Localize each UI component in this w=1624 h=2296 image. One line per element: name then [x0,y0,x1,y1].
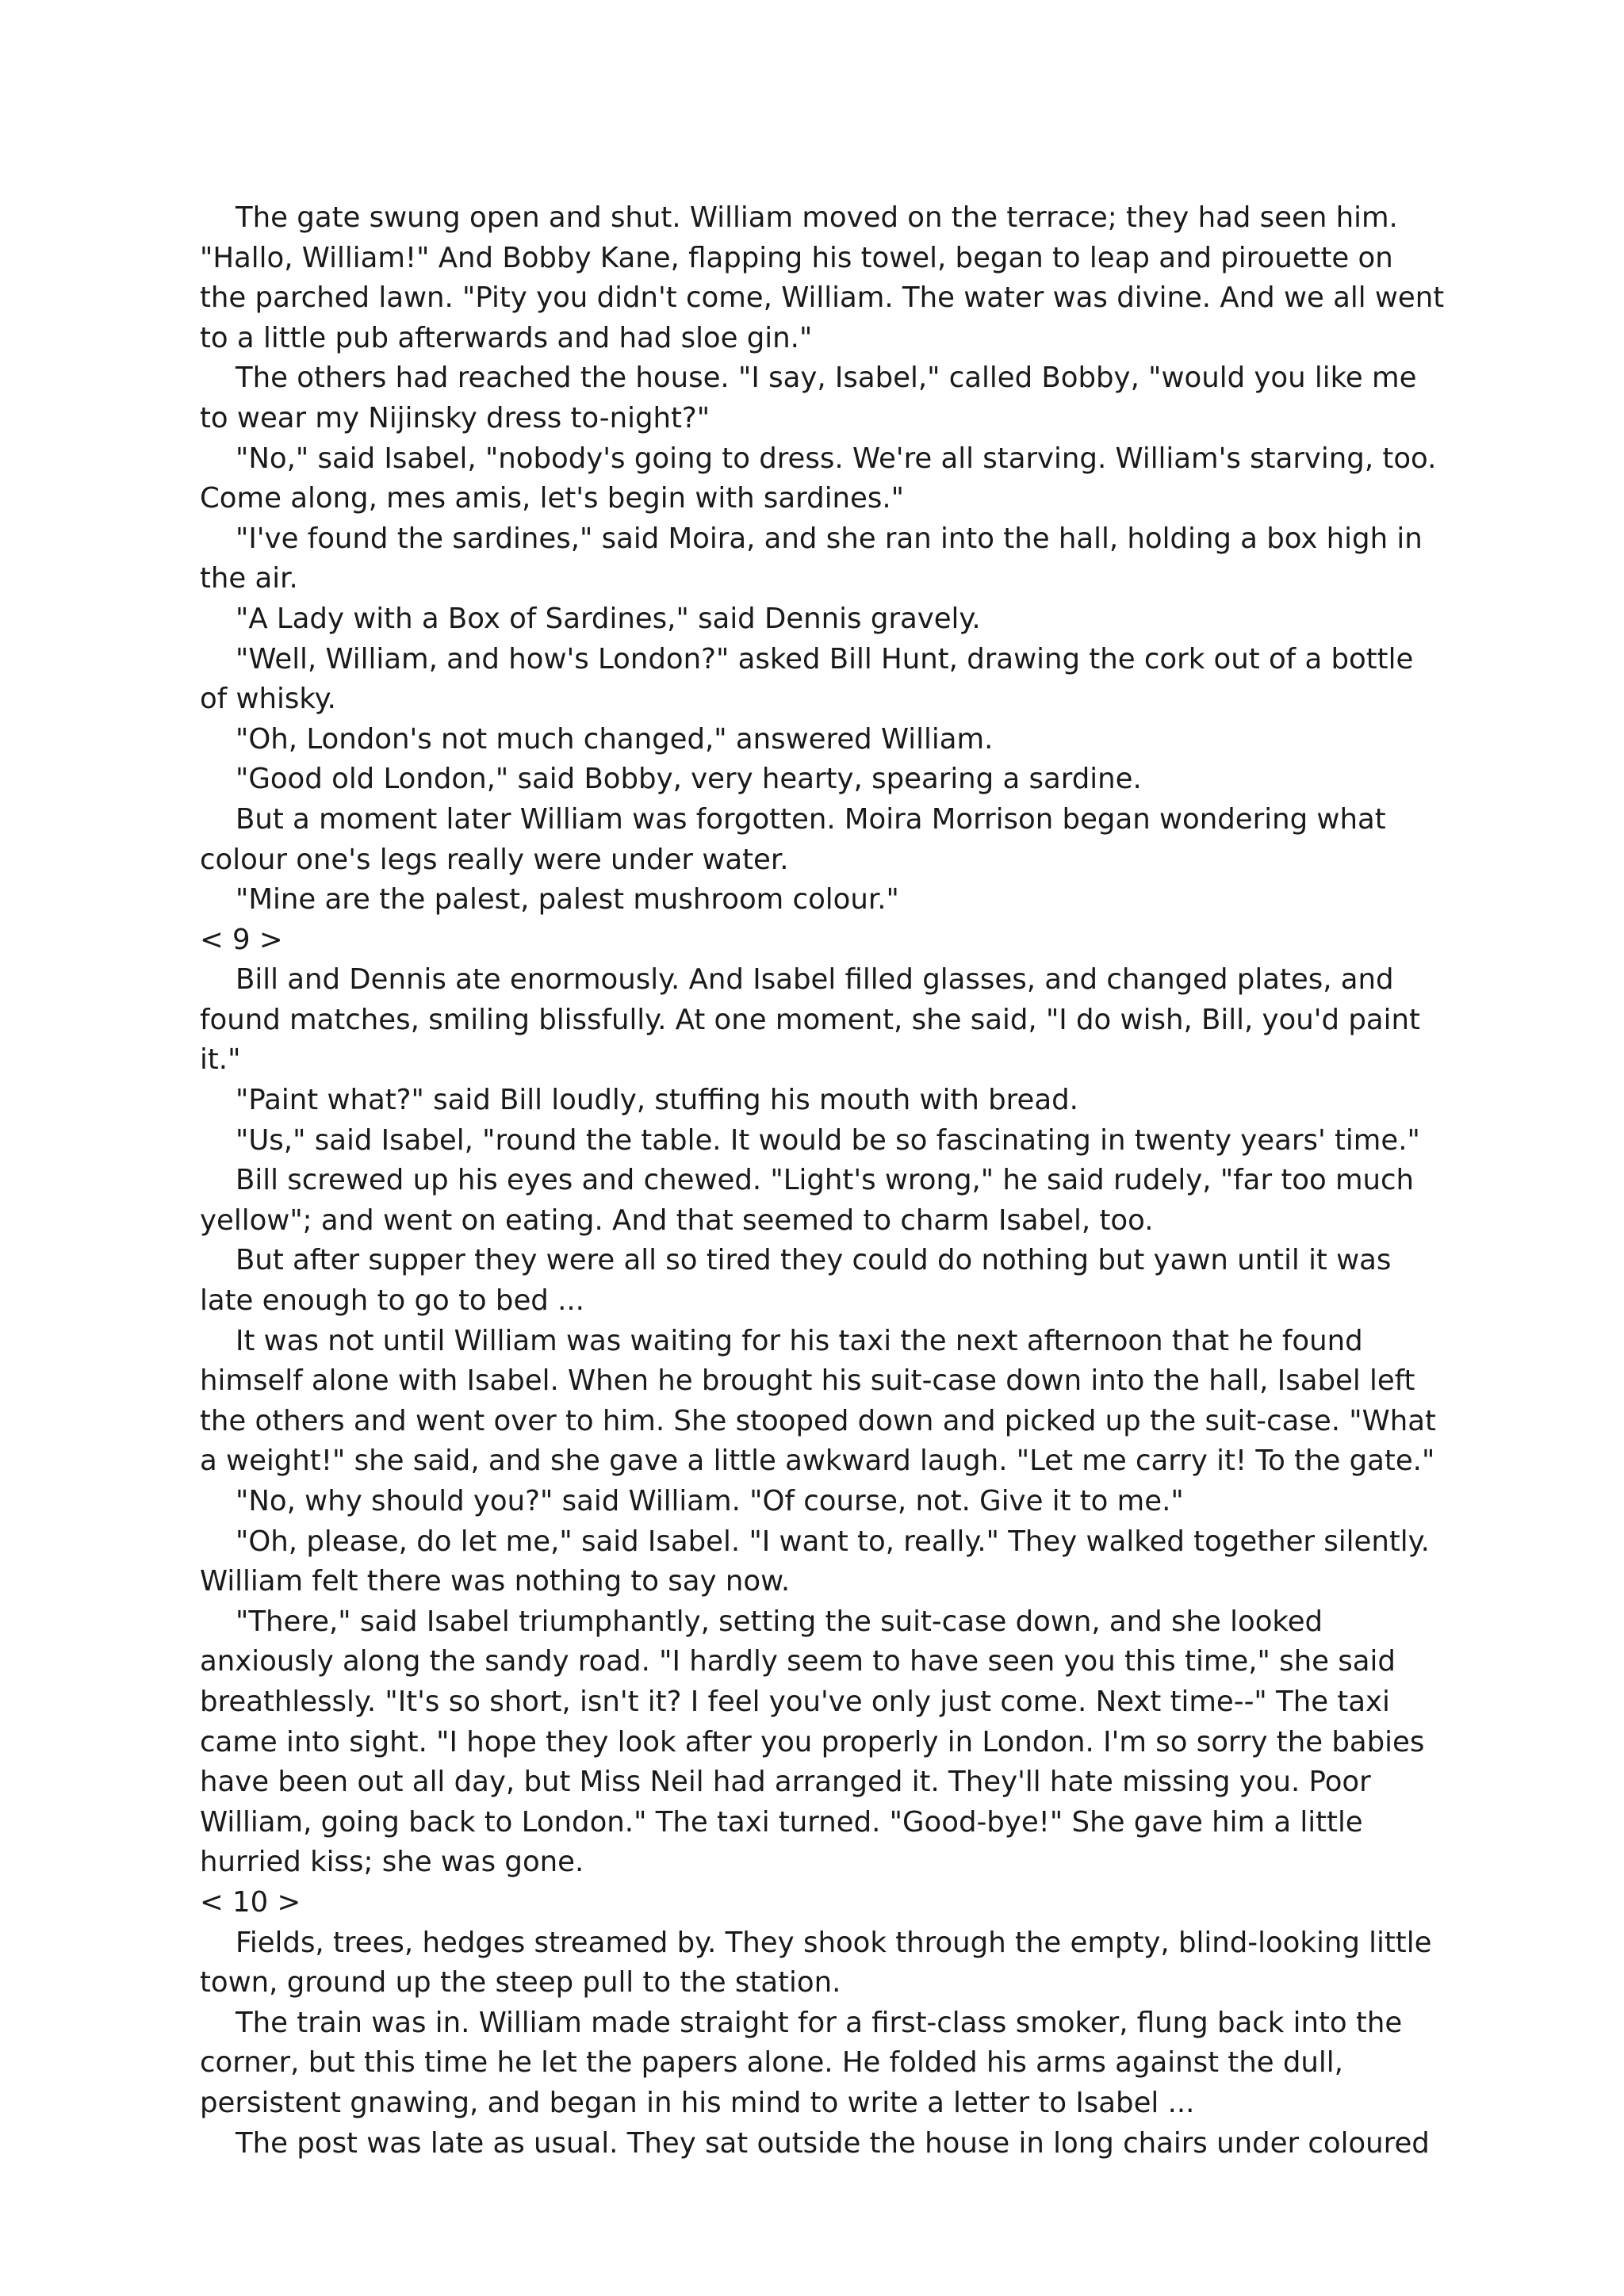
paragraph: "Good old London," said Bobby, very hearty, spearing a sardine. [236,763,1142,796]
paragraph: Bill screwed up his eyes and chewed. "Light's wrong," he said rudely, "far too much yellow"; and went on eating. And that seemed to charm Isabel, too. [200,1164,1415,1237]
paragraph: "Oh, please, do let me," said Isabel. "I want to, really." They walked together silently. William felt there was nothing to say now. [200,1525,1430,1598]
paragraph: "No," said Isabel, "nobody's going to dress. We're all starving. William's starving, too. Come along, mes amis, let's begin with sardines." [200,442,1437,515]
paragraph: The others had reached the house. "I say, Isabel," called Bobby, "would you like me to wear my Nijinsky dress to-night?" [200,362,1417,434]
paragraph: "I've found the sardines," said Moira, and she ran into the hall, holding a box high in the air. [200,522,1423,595]
paragraph: The post was late as usual. They sat outside the house in long chairs under coloured [236,2126,1430,2160]
paragraph: It was not until William was waiting for his taxi the next afternoon that he found himself alone with Isabel. When he brought his suit-case down into the hall, Isabel left the others and went over to him. She stooped down and picked up the suit-case. "What a weight!" she said, and she gave a little awkward laugh. "Let me carry it! To the gate." [200,1324,1436,1478]
paragraph: "Us," said Isabel, "round the table. It would be so fascinating in twenty years' time." [236,1123,1420,1157]
paragraph: "Oh, London's not much changed," answered William. [236,722,994,756]
paragraph: The train was in. William made straight for a first-class smoker, flung back into the corner, but this time he let the papers alone. He folded his arms against the dull, persistent gnawing, and began in his mind to write a letter to Isabel ... [200,2006,1403,2119]
paragraph: The gate swung open and shut. William moved on the terrace; they had seen him. "Hallo, William!" And Bobby Kane, flapping his towel, began to leap and pirouette on the parched lawn. "Pity you didn't come, William. The water was divine. And we all went to a little pub afterwards and had sloe gin." [200,201,1445,354]
paragraph: Bill and Dennis ate enormously. And Isabel filled glasses, and changed plates, and found matches, smiling blissfully. At one moment, she said, "I do wish, Bill, you'd paint it." [200,963,1420,1077]
paragraph: Fields, trees, hedges streamed by. They shook through the empty, blind-looking little town, ground up the steep pull to the station. [200,1926,1432,1999]
paragraph: But after supper they were all so tired they could do nothing but yawn until it was late enough to go to bed ... [200,1244,1392,1318]
paragraph: But a moment later William was forgotten. Moira Morrison began wondering what colour one's legs really were under water. [200,802,1386,876]
paragraph: "A Lady with a Box of Sardines," said Dennis gravely. [236,602,981,635]
page-number-marker: < 10 > [200,1885,301,1919]
paragraph: "Mine are the palest, palest mushroom colour." [236,883,899,916]
paragraph: "No, why should you?" said William. "Of course, not. Give it to me." [236,1485,1184,1517]
document-page [200,198,1445,2164]
paragraph: "Well, William, and how's London?" asked Bill Hunt, drawing the cork out of a bottle of whisky. [200,642,1414,716]
paragraph: "Paint what?" said Bill loudly, stuffing his mouth with bread. [236,1084,1078,1117]
paragraph: "There," said Isabel triumphantly, setting the suit-case down, and she looked anxiously along the sandy road. "I hardly seem to have seen you this time," she said breathlessly. "It's so short, isn't it? I feel you've only just come. Next time--" The taxi came into sight. "I hope they look after you properly in London. I'm so sorry the babies have been out all day, but Miss Neil had arranged it. They'll hate missing you. Poor William, going back to London." The taxi turned. "Good-bye!" She gave him a little hurried kiss; she was gone. [200,1605,1425,1879]
page-number-marker: < 9 > [200,923,283,956]
